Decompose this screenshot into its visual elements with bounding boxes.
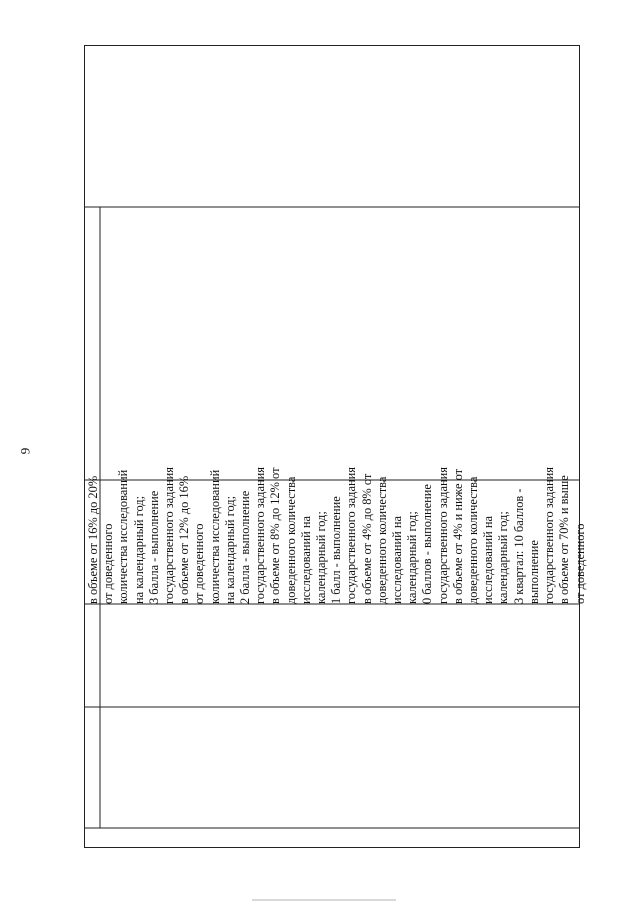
cell-text-line: количества исследований xyxy=(207,469,222,604)
cell-text-line: в объеме от 12% до 16% xyxy=(177,475,192,604)
cell-text-line: количества исследований xyxy=(116,469,131,604)
cell-text-line: в объеме от 8% до 12% от xyxy=(268,467,283,604)
cell-text-line: государственного задания xyxy=(344,467,359,604)
cell-text-line: доведенного количества xyxy=(466,476,481,604)
cell-text-line: от доведенного xyxy=(101,523,116,604)
cell-text-line: календарный год; xyxy=(405,511,420,604)
cell-text-line: 2 балла - выполнение xyxy=(238,490,253,604)
cell-text-line: доведенного количества xyxy=(374,476,389,604)
cell-text-line: на календарный год; xyxy=(131,495,146,604)
cell-text-line: от доведенного xyxy=(572,523,587,604)
scan-edge-mark xyxy=(252,899,396,901)
cell-text-line: 0 баллов - выполнение xyxy=(420,484,435,604)
cell-text-line: 1 балл - выполнение xyxy=(329,496,344,604)
cell-text-line: на календарный год; xyxy=(222,495,237,604)
cell-text-line: в объеме от 4% и ниже от xyxy=(450,468,465,604)
cell-text-line: государственного задания xyxy=(162,467,177,604)
cell-text-line: доведенного количества xyxy=(283,476,298,604)
cell-text-line: исследований на xyxy=(390,516,405,604)
criteria-cell-text xyxy=(86,252,587,604)
cell-text-line: государственного задания xyxy=(435,467,450,604)
cell-text-line: исследований на xyxy=(481,516,496,604)
cell-text-line: государственного задания xyxy=(253,467,268,604)
cell-text-line: исследований на xyxy=(298,516,313,604)
cell-text-line: 3 балла - выполнение xyxy=(146,490,161,604)
cell-text-line: от доведенного xyxy=(192,523,207,604)
cell-text-line: календарный год; xyxy=(496,511,511,604)
cell-text-line: 3 квартал: 10 баллов - xyxy=(511,488,526,604)
cell-text-line: календарный год; xyxy=(314,511,329,604)
page-number: 9 xyxy=(17,447,33,455)
cell-text-line: в объеме от 4% до 8% от xyxy=(359,473,374,604)
cell-text-line: в объеме от 16% до 20% xyxy=(86,475,100,604)
cell-text-line: выполнение xyxy=(526,540,541,604)
cell-text-line: в объеме от 70% и выше xyxy=(557,475,572,604)
cell-text-line: государственного задания xyxy=(542,467,557,604)
